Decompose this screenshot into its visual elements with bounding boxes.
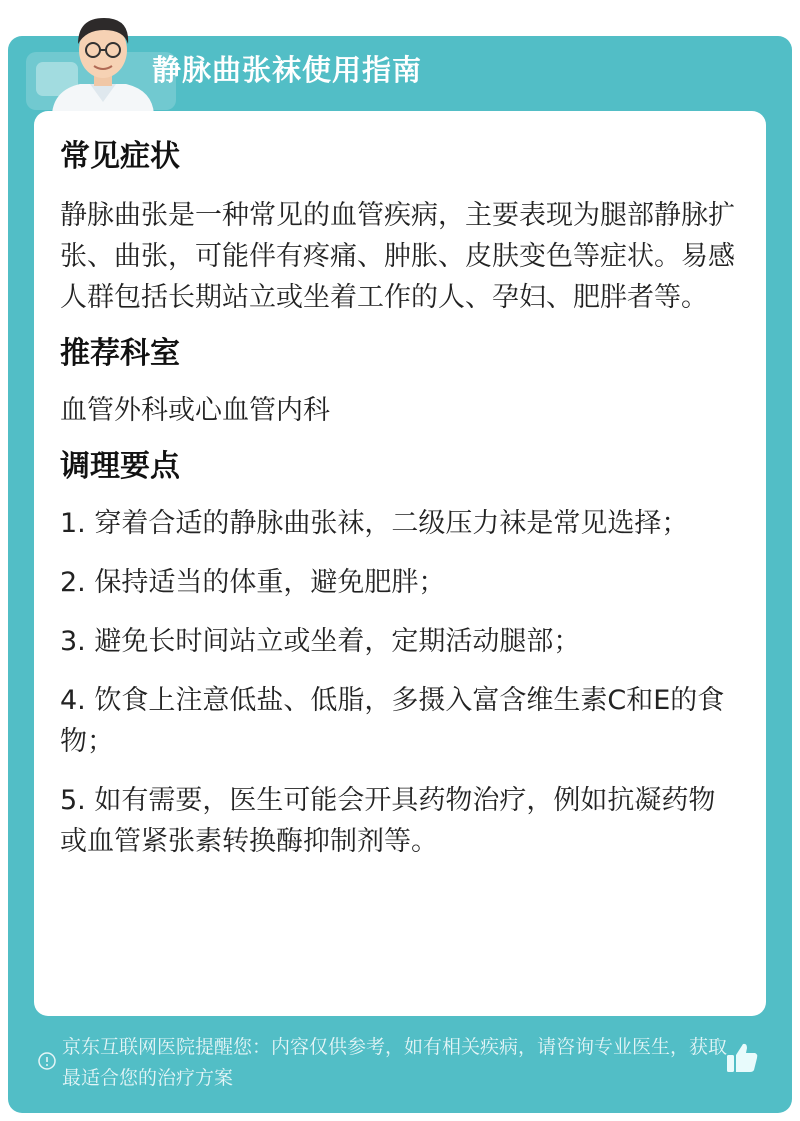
info-icon	[36, 1050, 58, 1072]
section-title-symptoms: 常见症状	[60, 139, 180, 174]
thumbs-up-icon[interactable]	[724, 1040, 760, 1076]
disclaimer-text: 京东互联网医院提醒您：内容仅供参考，如有相关疾病，请咨询专业医生，获取最适合您的治疗方案	[62, 1036, 728, 1089]
section-title-department: 推荐科室	[60, 336, 180, 371]
content-card	[34, 111, 766, 1016]
doctor-avatar	[44, 6, 162, 114]
list-item: 4. 饮食上注意低盐、低脂，多摄入富含维生素C和E的食物；	[60, 685, 725, 757]
symptoms-text: 静脉曲张是一种常见的血管疾病，主要表现为腿部静脉扩张、曲张，可能伴有疼痛、肿胀、皮肤变色等症状。易感人群包括长期站立或坐着工作的人、孕妇、肥胖者等。	[60, 200, 735, 313]
department-text: 血管外科或心血管内科	[60, 395, 330, 426]
footer	[34, 1030, 766, 1100]
list-item: 1. 穿着合适的静脉曲张袜，二级压力袜是常见选择；	[60, 508, 689, 539]
list-item: 2. 保持适当的体重，避免肥胖；	[60, 567, 446, 598]
list-item: 5. 如有需要，医生可能会开具药物治疗，例如抗凝药物或血管紧张素转换酶抑制剂等。	[60, 785, 716, 857]
page-title: 静脉曲张袜使用指南	[152, 53, 423, 87]
section-title-care: 调理要点	[60, 449, 180, 484]
care-list	[60, 503, 740, 862]
list-item: 3. 避免长时间站立或坐着，定期活动腿部；	[60, 626, 581, 657]
content-body	[60, 135, 740, 880]
